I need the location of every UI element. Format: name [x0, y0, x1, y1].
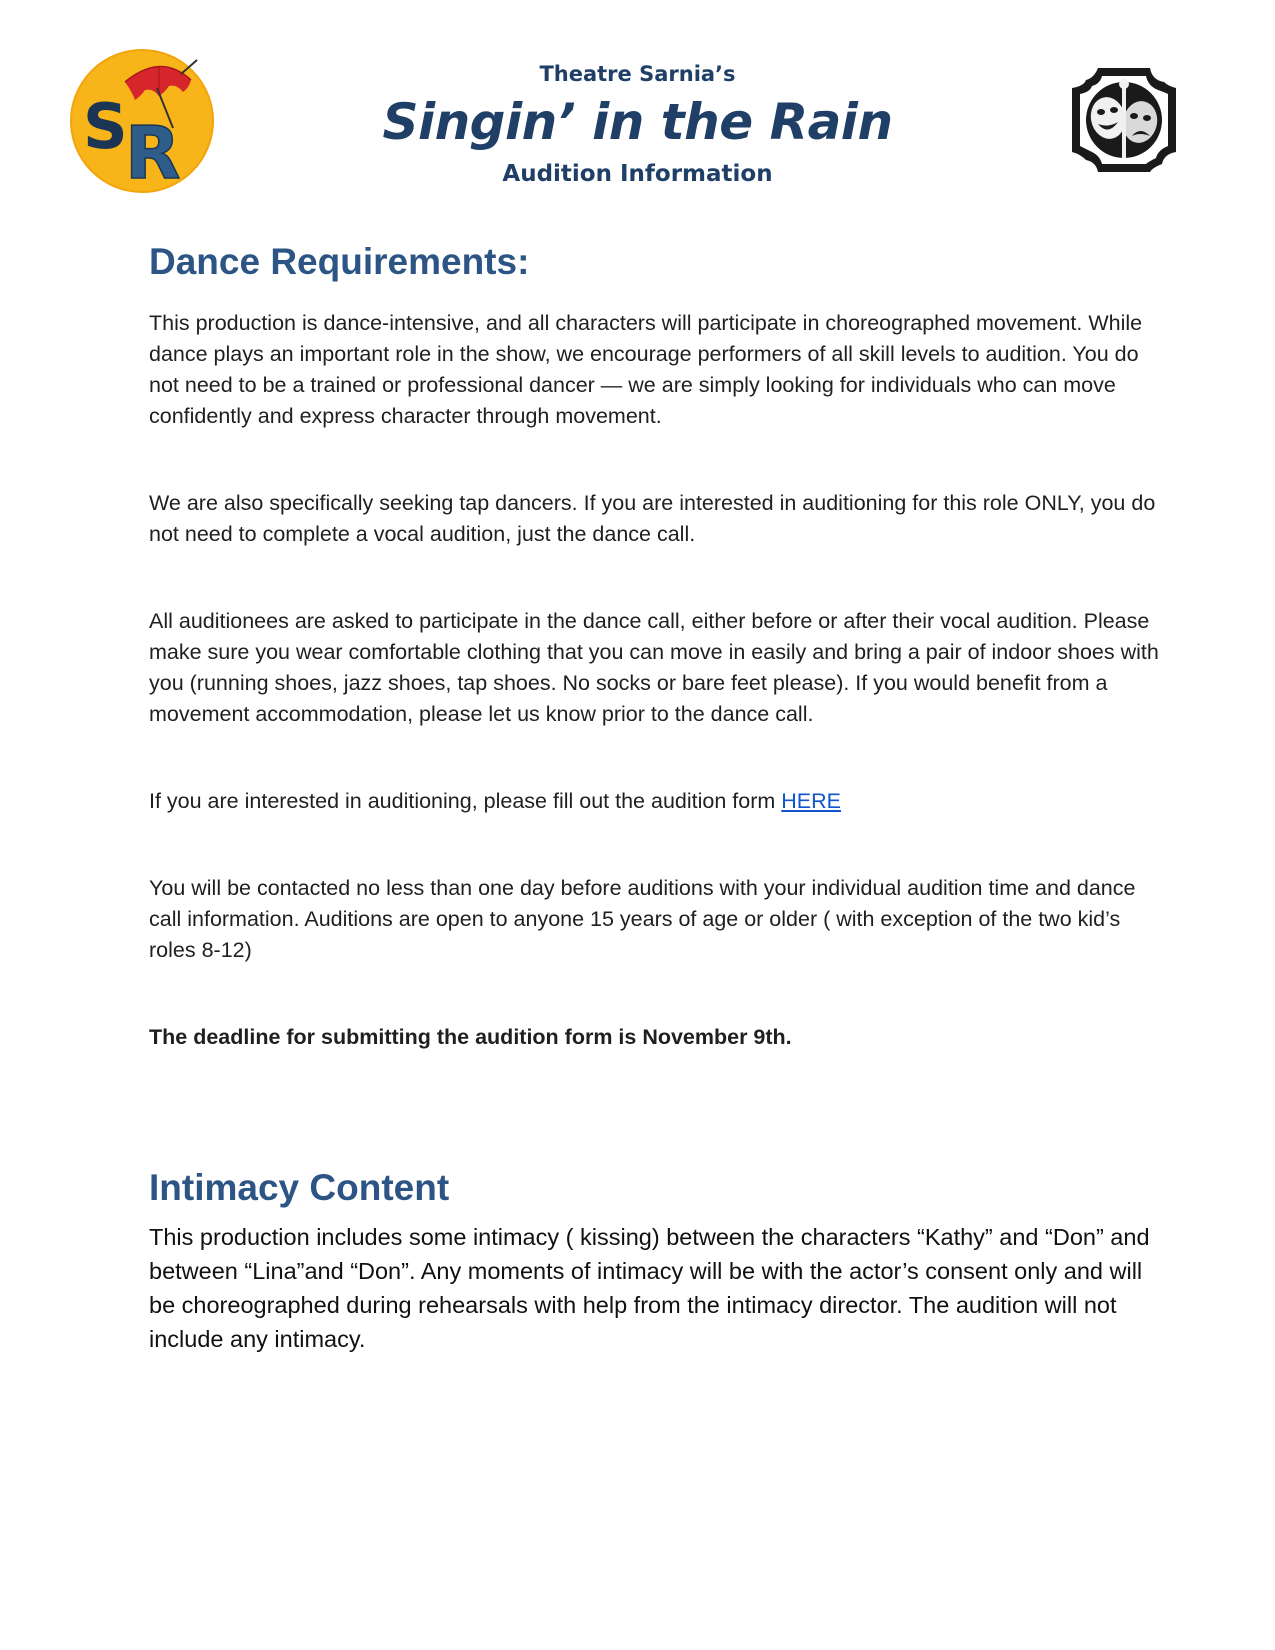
main-content	[149, 240, 1159, 1356]
page-header	[300, 58, 975, 192]
sr-logo	[69, 48, 215, 194]
audition-form-link[interactable]: HERE	[781, 789, 841, 813]
dance-paragraph-intensive: This production is dance-intensive, and all characters will participate in choreographed movement. While dance plays an important role in the show, we encourage performers of all skill levels to audition. You do not need to be a trained or professional dancer — we are simply looking for individuals who can move confidently and express character through movement.	[149, 311, 1143, 428]
dance-paragraph-dance-call: All auditionees are asked to participate in the dance call, either before or after their vocal audition. Please make sure you wear comfortable clothing that you can move in easily and bring a pair of indoor shoes with you (running shoes, jazz shoes, tap shoes. No socks or bare feet please). If you would benefit from a movement accommodation, please let us know prior to the dance call.	[149, 609, 1159, 726]
theatre-masks-logo	[1068, 64, 1180, 176]
page-subtitle: Audition Information	[502, 161, 773, 187]
svg-text:S: S	[83, 90, 128, 163]
theatre-masks-icon	[1068, 64, 1180, 176]
dance-paragraph-tap: We are also specifically seeking tap dancers. If you are interested in auditioning for this role ONLY, you do not need to complete a vocal audition, just the dance call.	[149, 491, 1156, 546]
audition-form-text: If you are interested in auditioning, please fill out the audition form	[149, 789, 782, 813]
intimacy-paragraph: This production includes some intimacy ( kissing) between the characters “Kathy” and “Don” and between “Lina”and “Don”. Any moments of intimacy will be with the actor’s consent only and will be choreographed during rehearsals with help from the intimacy director. The audition will not include any intimacy.	[149, 1224, 1150, 1352]
audition-form-paragraph	[149, 786, 1159, 817]
contact-paragraph: You will be contacted no less than one day before auditions with your individual audition time and dance call information. Auditions are open to anyone 15 years of age or older ( with exception of the two kid’s roles 8-12)	[149, 876, 1136, 962]
intimacy-content-heading: Intimacy Content	[149, 1167, 450, 1208]
deadline-paragraph: The deadline for submitting the audition form is November 9th.	[149, 1025, 792, 1049]
presenter-name: Theatre Sarnia’s	[539, 62, 736, 86]
dance-requirements-heading: Dance Requirements:	[149, 241, 530, 282]
svg-text:R: R	[125, 111, 181, 194]
show-title: Singin’ in the Rain	[382, 93, 893, 151]
